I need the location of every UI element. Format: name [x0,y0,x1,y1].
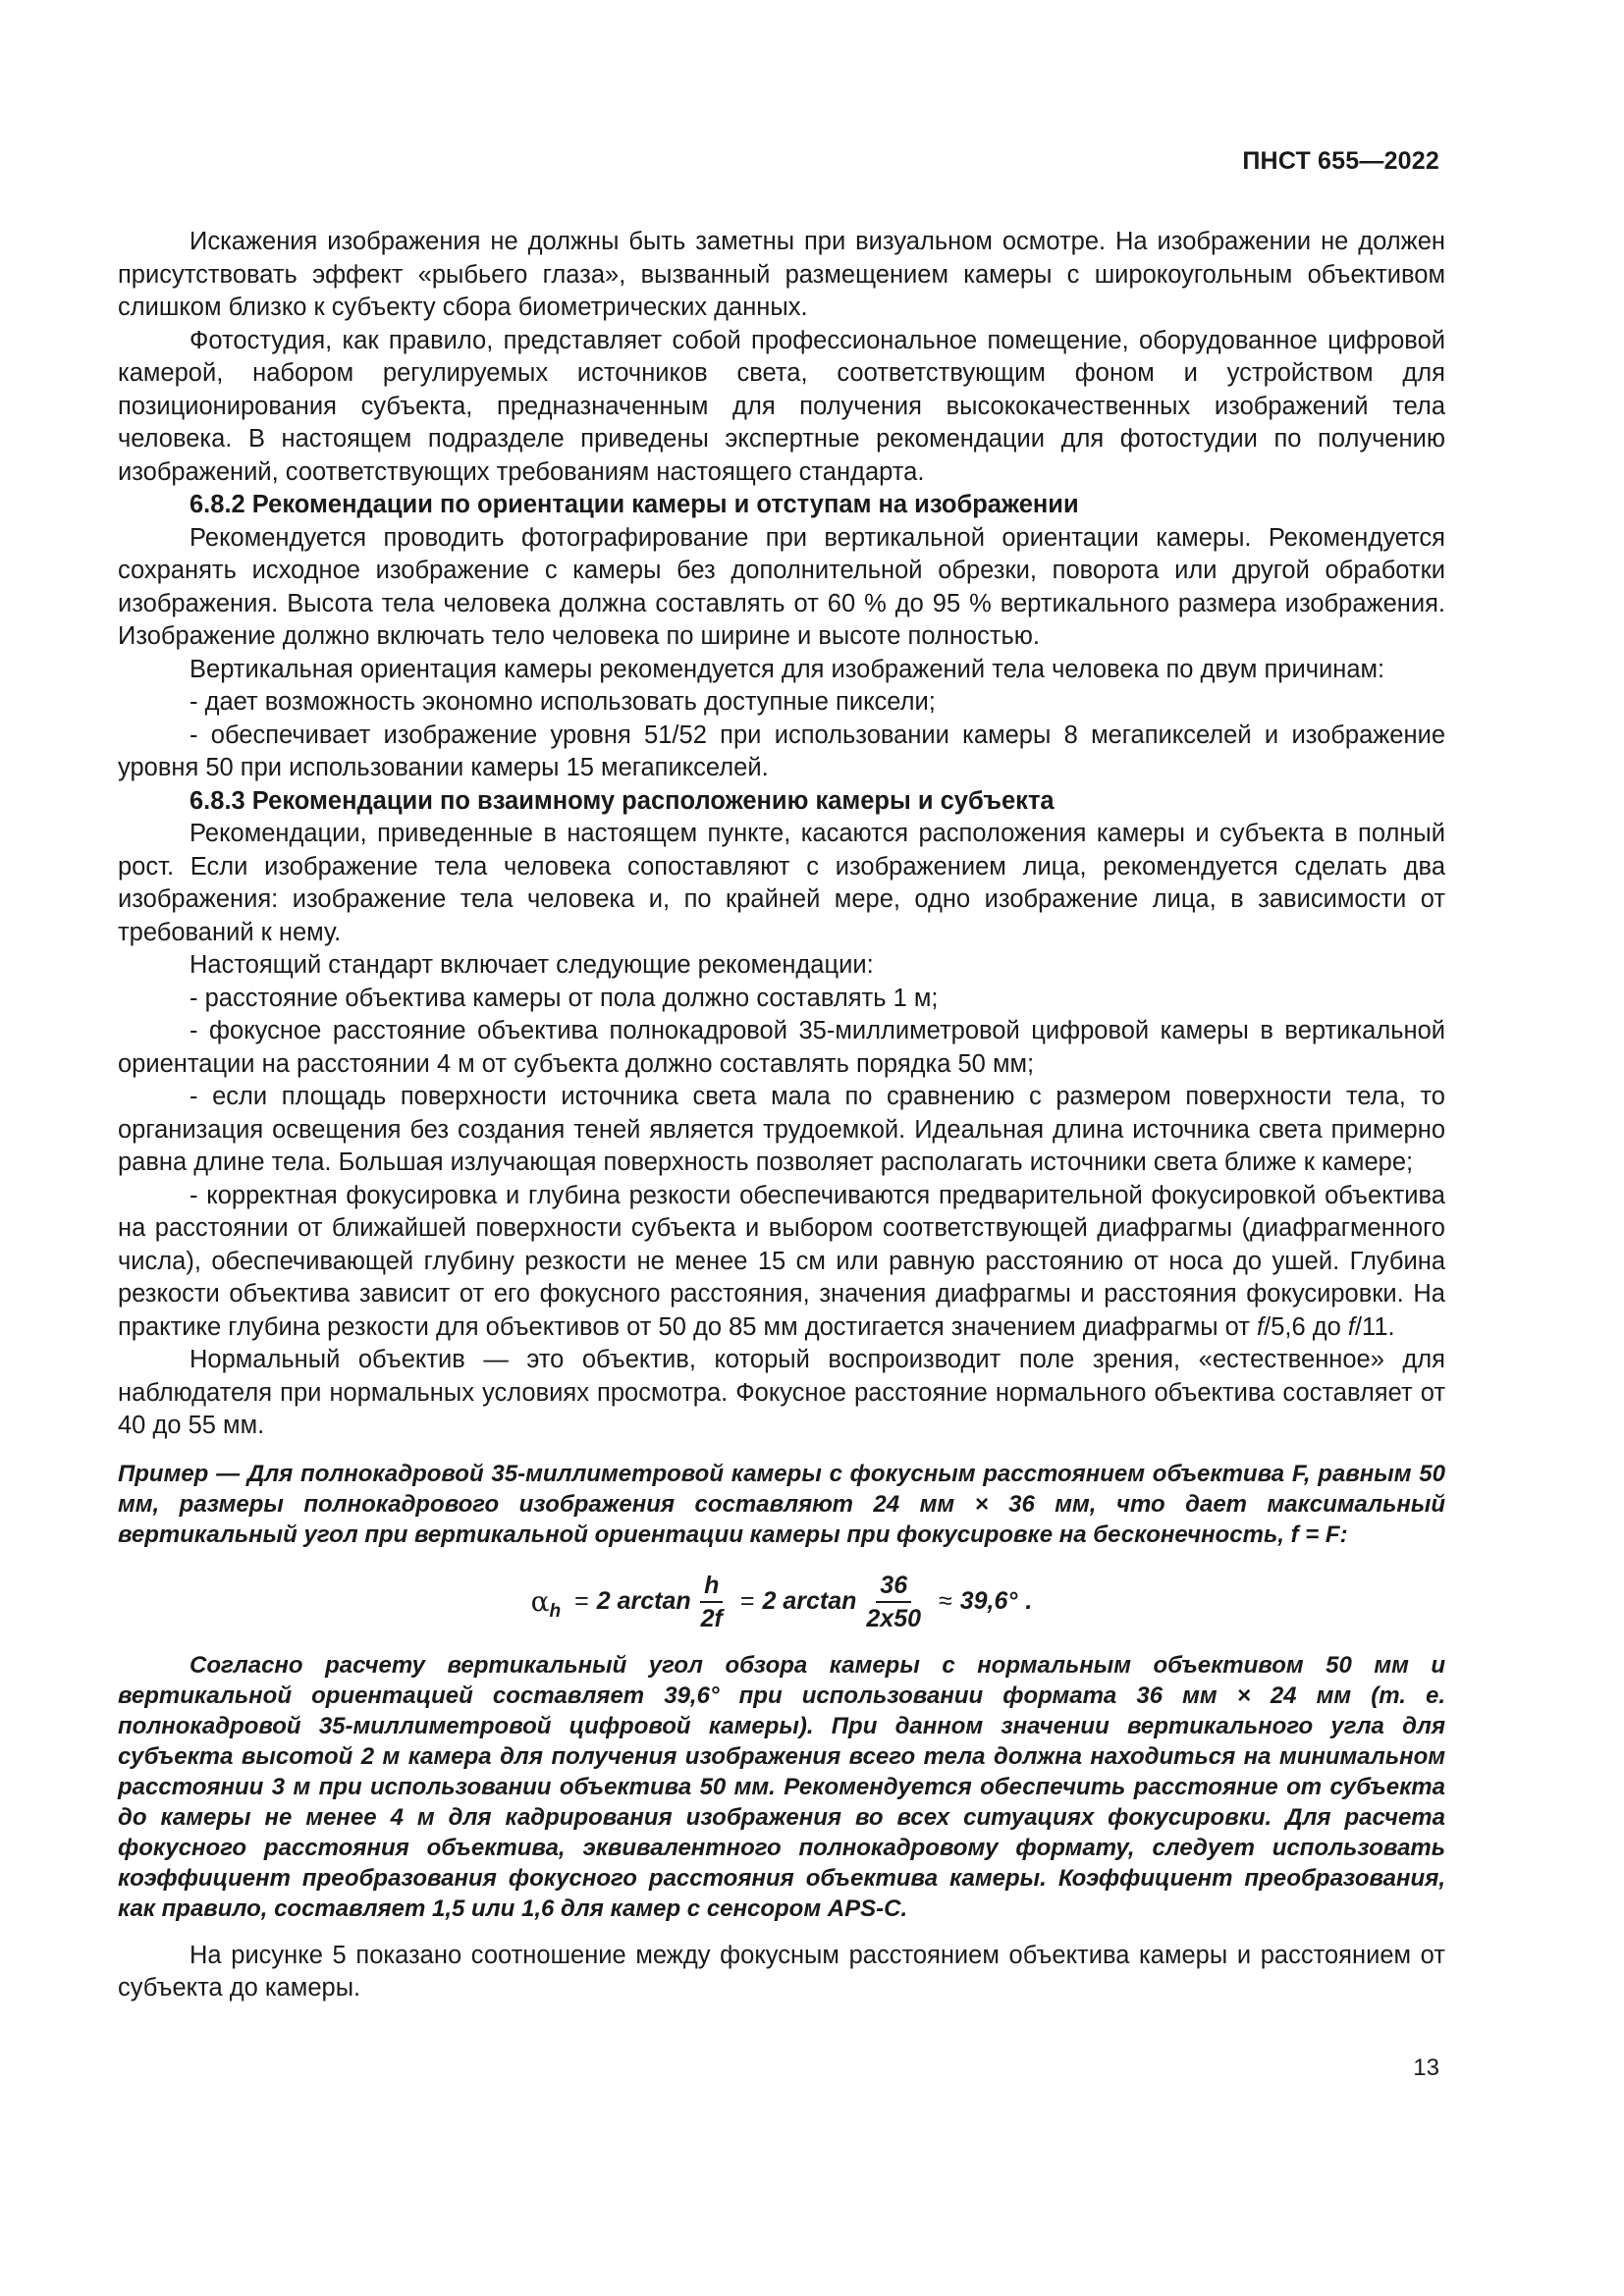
approx-sign: ≈ [939,1587,952,1615]
list-item: - расстояние объектива камеры от пола должно составлять 1 м; [189,984,939,1012]
f-number-symbol: f [1257,1312,1265,1341]
paragraph: Рекомендуется проводить фотографирование при вертикальной ориентации камеры. Рекомендуется сохранять исходное изображение с камеры без дополнительной обрезки, поворота или другой обработки изображения. Высота тела человека должна составлять от 60 % до 95 % вертикального размера изображения. Изображение должно включать тело человека по ширине и высоте полностью. [118,523,1445,650]
formula-result: 39,6° [959,1587,1018,1615]
list-item: - если площадь поверхности источника света мала по сравнению с размером поверхности тела, то организация освещения без создания теней является трудоемкой. Идеальная длина источника света примерно равна длине тела. Большая излучающая поверхность позволяет располагать источники света ближе к камере; [118,1083,1445,1176]
equals-sign: = [739,1587,755,1615]
paragraph: Нормальный объектив — это объектив, который воспроизводит поле зрения, «естественное» для наблюдателя при нормальных условиях просмотра. Фокусное расстояние нормального объектива составляет от 40 до 55 мм. [118,1346,1445,1439]
text-run: - корректная фокусировка и глубина резкости обеспечиваются предварительной фокусировкой объектива на расстоянии от ближайшей поверхности субъекта и выбором соответствующей диафрагмы (диафрагменного числа), обеспечивающей глубину резкости не менее 15 см или равную расстоянию от носа до ушей. Глубина резкости объектива зависит от его фокусного расстояния, значения диафрагмы и расстояния фокусировки. На практике глубина резкости для объективов от 50 до 85 мм достигается значением диафрагмы от [118,1181,1445,1341]
arctan-term: 2 arctan [762,1587,857,1615]
fraction [697,1572,727,1632]
page-content [118,226,1445,2005]
equals-sign: = [574,1587,589,1615]
example-block [118,1459,1445,1924]
arctan-term: 2 arctan [596,1587,691,1615]
section-heading-6-8-2: 6.8.2 Рекомендации по ориентации камеры и отступам на изображении [189,491,1079,518]
list-item: - фокусное расстояние объектива полнокадровой 35-миллиметровой цифровой камеры в вертикальной ориентации на расстоянии 4 м от субъекта должно составлять порядка 50 мм; [118,1017,1445,1078]
formula [118,1572,1445,1632]
f-number-symbol: f [1347,1312,1355,1341]
formula-period: . [1025,1587,1033,1615]
list-item: - дает возможность экономно использовать доступные пиксели; [189,688,936,716]
fraction-denominator: 2x50 [866,1604,922,1632]
alpha-subscript: h [549,1601,562,1622]
standard-id: ПНСТ 655—2022 [1242,147,1439,175]
fraction-numerator: 36 [876,1572,911,1603]
paragraph: Искажения изображения не должны быть заметны при визуальном осмотре. На изображении не должен присутствовать эффект «рыбьего глаза», вызванный размещением камеры с широкоугольным объективом слишком близко к субъекту сбора биометрических данных. [118,228,1445,321]
example-conclusion: Согласно расчету вертикальный угол обзора камеры с нормальным объективом 50 мм и вертикальной ориентацией составляет 39,6° при использовании формата 36 мм × 24 мм (т. е. полнокадровой 35-миллиметровой цифровой камеры). При данном значении вертикального угла для субъекта высотой 2 м камера для получения изображения всего тела должна находиться на минимальном расстоянии 3 м при использовании объектива 50 мм. Рекомендуется обеспечить расстояние от субъекта до камеры не менее 4 м для кадрирования изображения во всех ситуациях фокусировки. Для расчета фокусного расстояния объектива, эквивалентного полнокадровому формату, следует использовать коэффициент преобразования фокусного расстояния объектива камеры. Коэффициент преобразования, как правило, составляет 1,5 или 1,6 для камер с сенсором APS-C. [118,1651,1445,1922]
text-run: /11. [1354,1312,1395,1341]
paragraph: Вертикальная ориентация камеры рекомендуется для изображений тела человека по двум причинам: [189,655,1385,683]
paragraph: На рисунке 5 показано соотношение между фокусным расстоянием объектива камеры и расстоянием от субъекта до камеры. [118,1941,1445,2002]
paragraph: Фотостудия, как правило, представляет собой профессиональное помещение, оборудованное цифровой камерой, набором регулируемых источников света, соответствующим фоном и устройством для позиционирования субъекта, предназначенным для получения высококачественных изображений тела человека. В настоящем подразделе приведены экспертные рекомендации для фотостудии по получению изображений, соответствующих требованиям настоящего стандарта. [118,326,1445,486]
spacer [118,1924,1445,1940]
paragraph: Рекомендации, приведенные в настоящем пункте, касаются расположения камеры и субъекта в полный рост. Если изображение тела человека сопоставляют с изображением лица, рекомендуется сделать два изображения: изображение тела человека и, по крайней мере, одно изображение лица, в зависимости от требований к нему. [118,820,1445,946]
list-item: - обеспечивает изображение уровня 51/52 при использовании камеры 8 мегапикселей и изображение уровня 50 при использовании камеры 15 мегапикселей. [118,721,1445,781]
list-item [118,1180,1445,1345]
paragraph: Настоящий стандарт включает следующие рекомендации: [189,951,874,979]
text-run: /5,6 до [1264,1312,1348,1341]
section-heading-6-8-3: 6.8.3 Рекомендации по взаимному расположению камеры и субъекта [189,786,1055,815]
fraction-denominator: 2f [700,1604,723,1632]
fraction [862,1572,925,1632]
alpha-symbol: α [530,1585,550,1618]
example-intro: Пример — Для полнокадровой 35-миллиметровой камеры с фокусным расстоянием объектива F, равным 50 мм, размеры полнокадрового изображения составляют 24 мм × 36 мм, что дает максимальный вертикальный угол при вертикальной ориентации камеры при фокусировке на бесконечность, f = F: [118,1460,1445,1548]
fraction-numerator: h [700,1572,723,1603]
page-number: 13 [1413,2055,1439,2081]
